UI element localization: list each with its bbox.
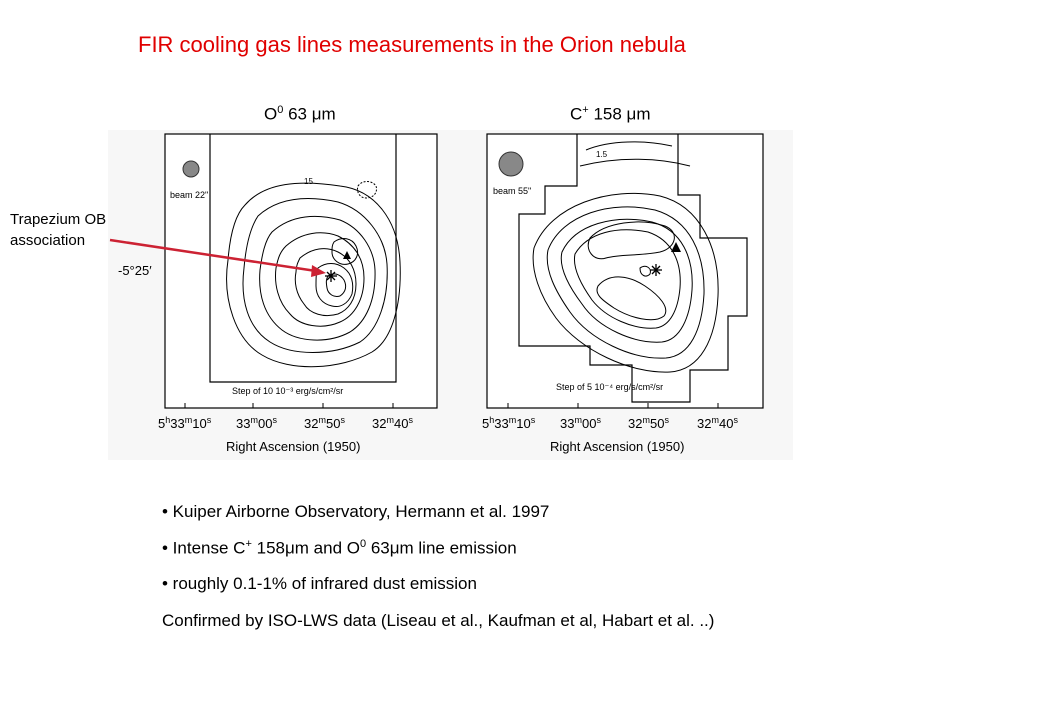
beam-label: beam 22" [170,190,209,200]
confirmation-text: Confirmed by ISO-LWS data (Liseau et al., Kaufman et al, Habart et al. ..) [162,611,715,630]
x-axis-label: Right Ascension (1950) [226,439,361,454]
step-label: Step of 5 10⁻⁴ erg/s/cm²/sr [556,382,664,392]
beam-disc [499,152,523,176]
beam-disc [183,161,199,177]
ra-tick-label: 32$^m$50$^s$ [304,415,345,431]
slide-title: FIR cooling gas lines measurements in the Orion nebula [138,32,686,57]
bullet-item: • Kuiper Airborne Observatory, Hermann et al. 1997 [162,502,550,521]
panel-label-oxygen: $O^0$ 63 μm [264,104,336,124]
ra-tick-label: 33$^m$00$^s$ [236,415,277,431]
bullet-item: • Intense C+ 158μm and $O^0$ 63μm line emission [162,538,517,558]
bullet-list [162,502,549,610]
beam-label: beam 55" [493,186,532,196]
annotation-line: association [10,232,86,249]
annotation-line: Trapezium OB [10,211,107,228]
ra-tick-label: 32$^m$40$^s$ [697,415,738,431]
panel-carbon [482,134,763,454]
trapezium-annotation [10,209,106,251]
panel-label-carbon: C+ 158 μm [570,104,651,124]
panel-oxygen [118,134,437,454]
panel-frame [487,134,763,408]
ra-tick-label: 5$^h$33$^m$10$^s$ [158,415,212,431]
contour-value-label: 15 [304,177,313,186]
ra-tick-label: 32$^m$50$^s$ [628,415,669,431]
ra-tick-label: 5$^h$33$^m$10$^s$ [482,415,536,431]
ra-tick-label: 32$^m$40$^s$ [372,415,413,431]
ra-tick-label: 33$^m$00$^s$ [560,415,601,431]
bullet-item: • roughly 0.1-1% of infrared dust emission [162,574,477,593]
dec-tick-label: -5°25′ [118,263,152,278]
step-label: Step of 10 10⁻³ erg/s/cm²/sr [232,386,344,396]
contour-value-label: 1.5 [596,150,608,159]
x-axis-label: Right Ascension (1950) [550,439,685,454]
